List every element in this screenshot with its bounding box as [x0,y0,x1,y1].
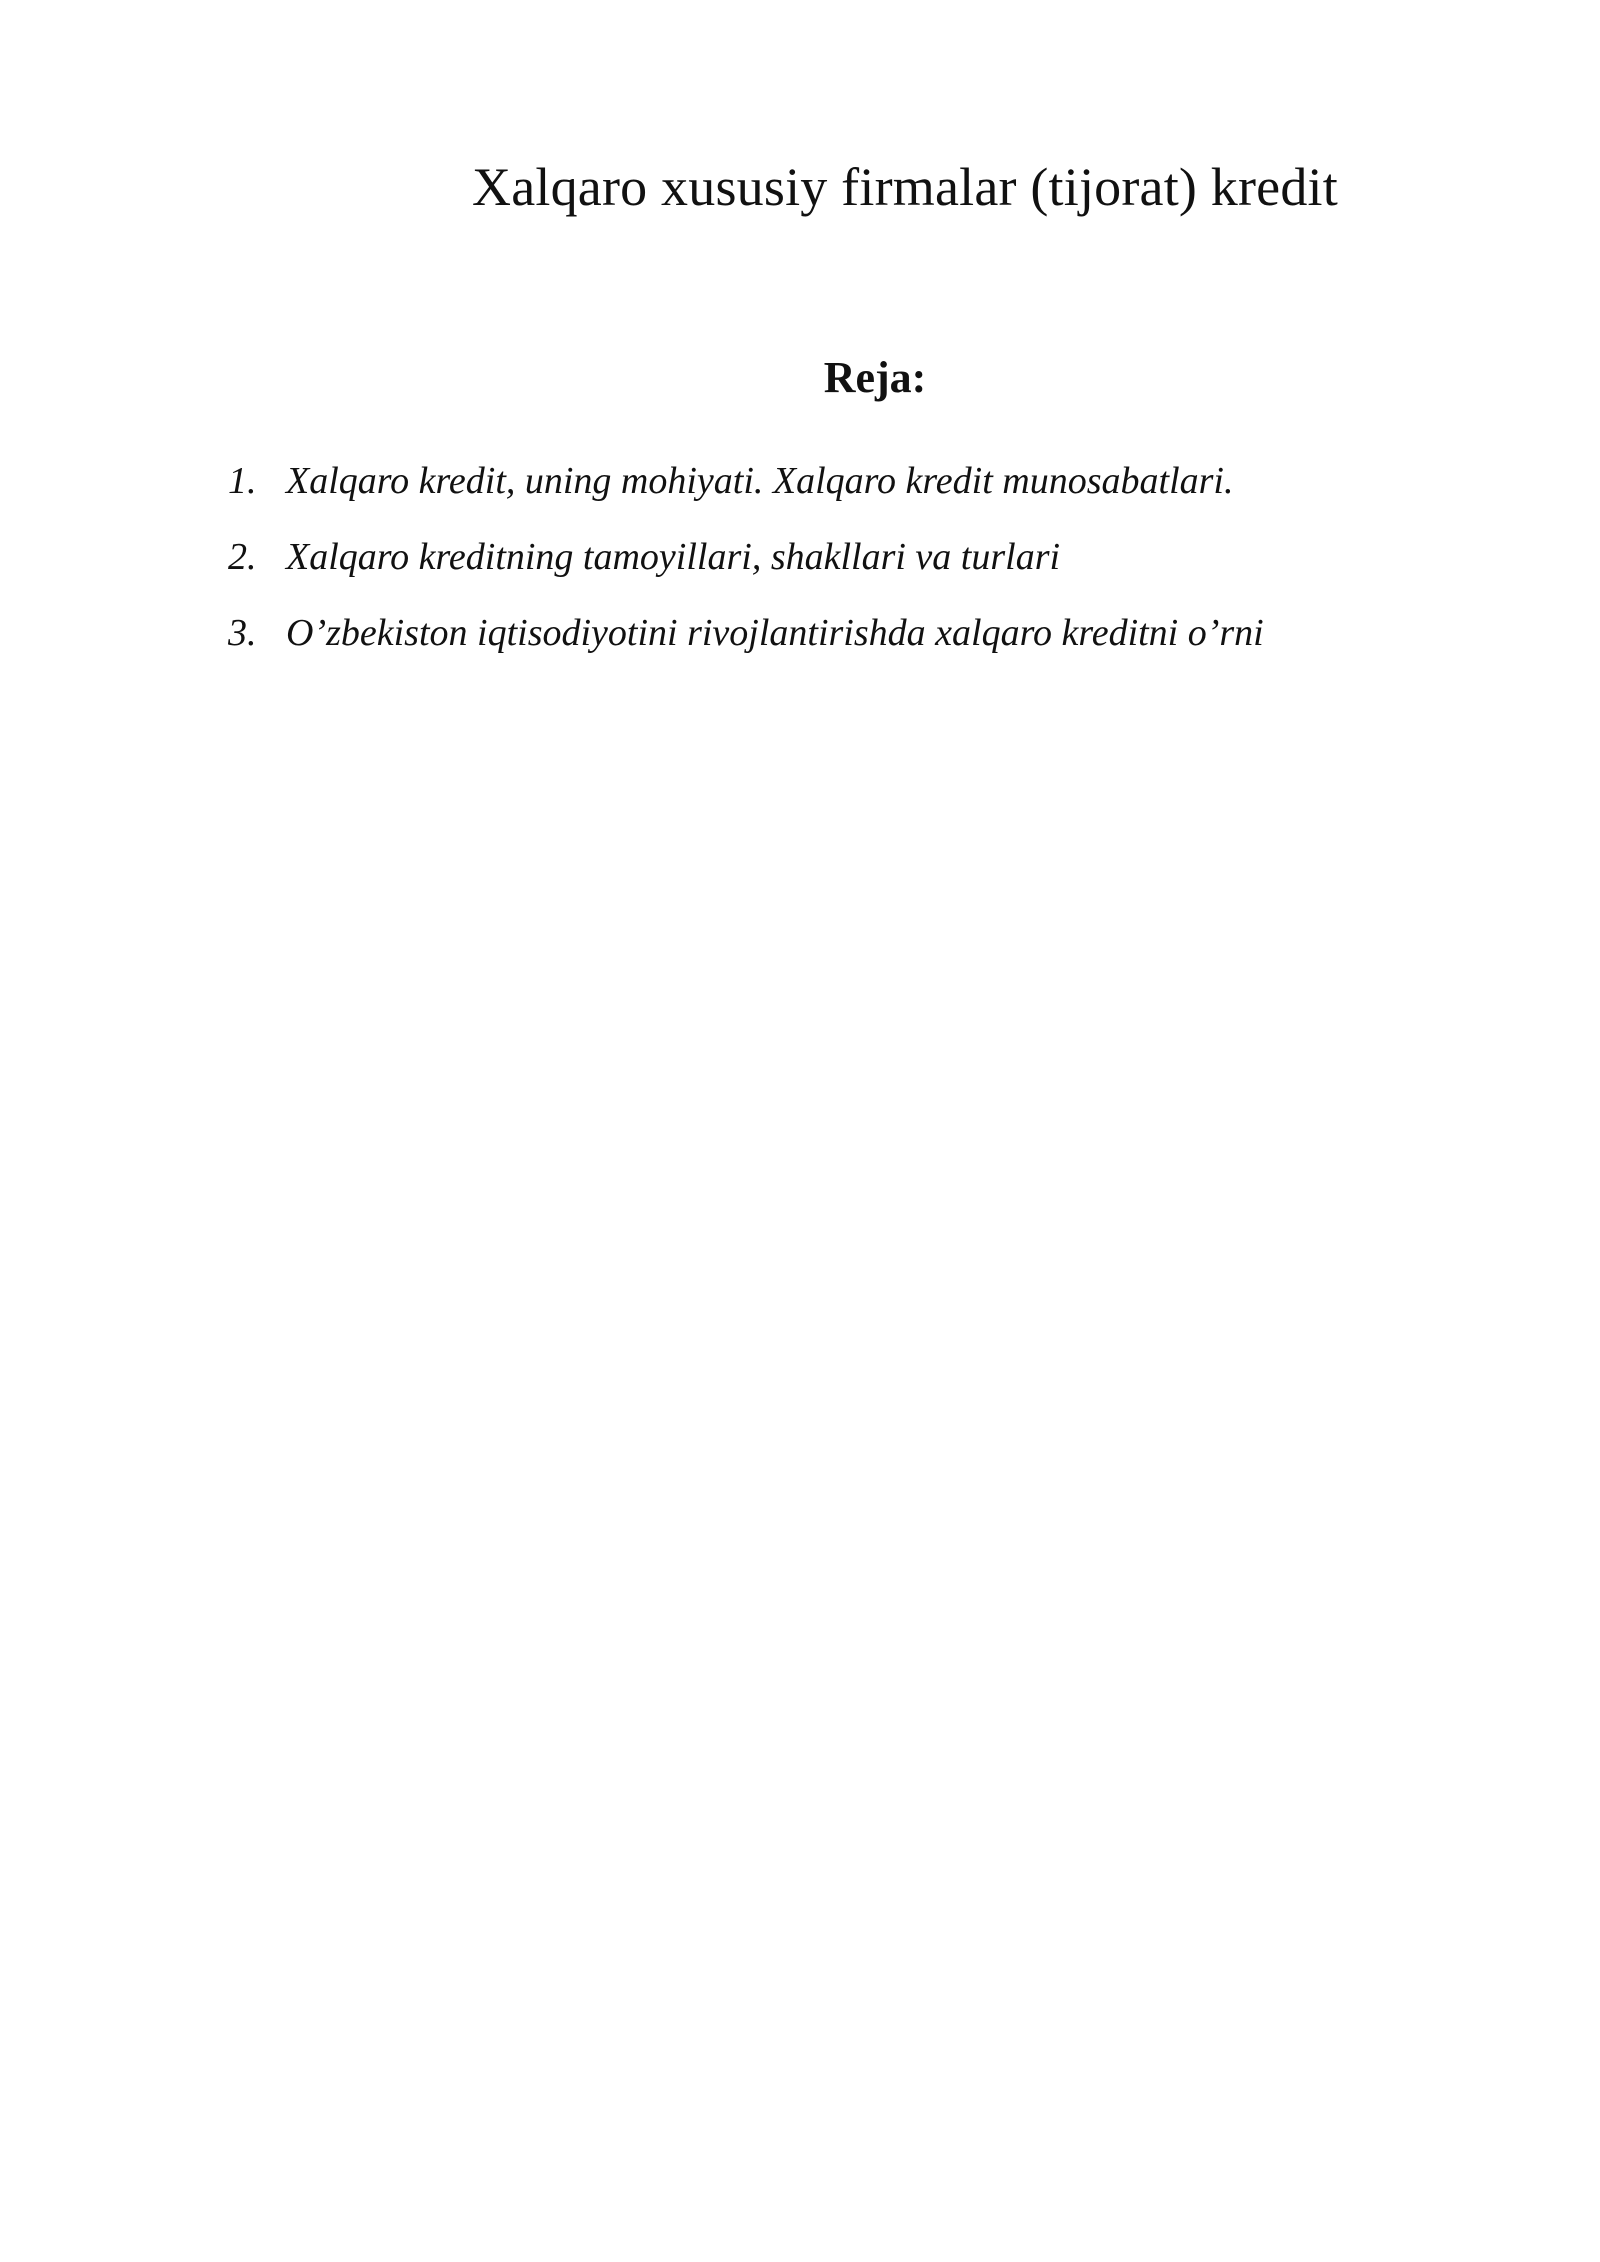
plan-heading: Reja: [823,353,927,402]
plan-item-number: 3. [228,612,257,654]
plan-item-2 [228,531,1264,583]
plan-item-3 [228,607,1264,659]
plan-item-text: Xalqaro kredit, uning mohiyati. Xalqaro kredit munosabatlari. [286,460,1234,502]
document-title: Xalqaro xususiy firmalar (tijorat) kredit [472,157,1338,217]
plan-item-number: 1. [228,460,257,502]
plan-item-number: 2. [228,536,257,578]
plan-item-text: Xalqaro kreditning tamoyillari, shakllari va turlari [286,536,1061,578]
plan-list [228,455,1264,683]
plan-item-1 [228,455,1264,507]
plan-item-text: O’zbekiston iqtisodiyotini rivojlantirishda xalqaro kreditni o’rni [286,612,1264,654]
